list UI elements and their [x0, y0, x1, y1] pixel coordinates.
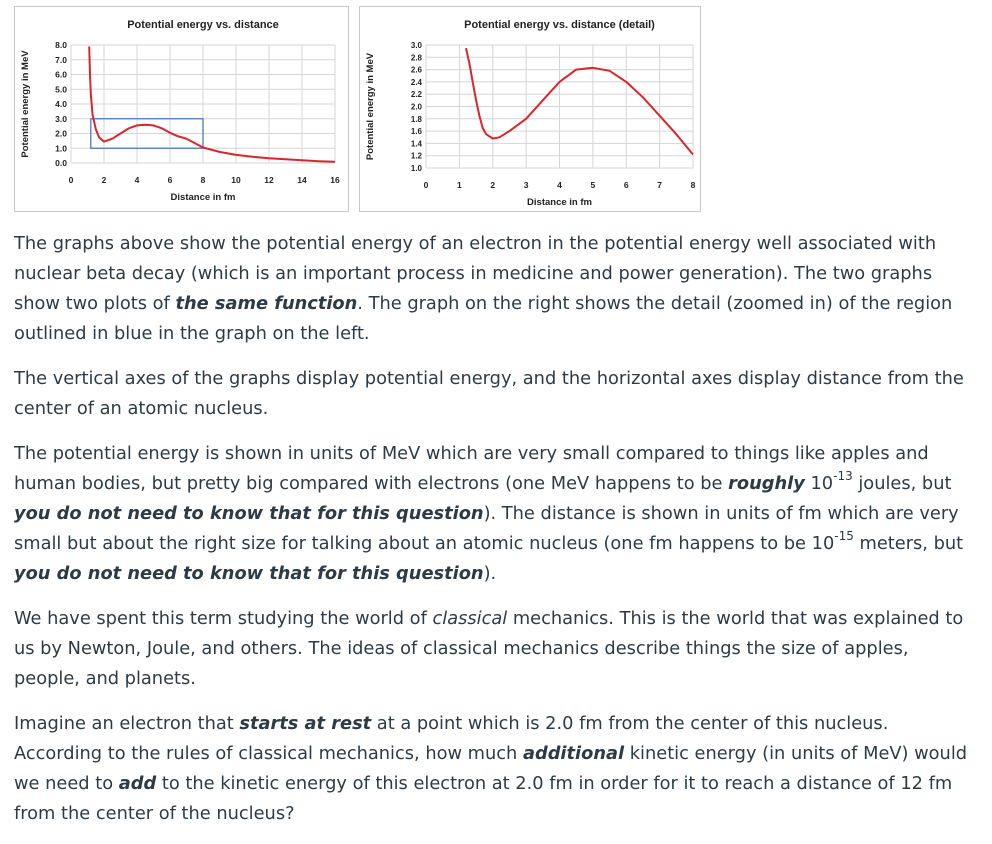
x-tick-label: 6: [167, 175, 173, 185]
y-tick-label: 1.2: [410, 151, 422, 161]
x-tick-label: 8: [690, 180, 696, 190]
y-tick-label: 1.8: [410, 114, 422, 124]
text-span: kinetic energy (in units of MeV) would we need to: [14, 743, 968, 794]
y-axis-label: Potential energy in MeV: [20, 50, 31, 158]
emphasis: roughly: [728, 473, 805, 494]
text-span: ).: [483, 563, 497, 584]
x-axis-label: Distance in fm: [527, 197, 592, 208]
emphasis: the same function: [175, 293, 358, 314]
chart-left-svg: [15, 7, 348, 211]
y-axis-label: Potential energy in MeV: [365, 52, 376, 161]
x-tick-label: 14: [297, 175, 307, 185]
paragraph-classical: [14, 604, 980, 694]
y-tick-label: 3.0: [410, 41, 422, 50]
x-tick-label: 2: [490, 180, 496, 190]
x-tick-label: 5: [590, 180, 596, 190]
text-span: Imagine an electron that: [14, 713, 240, 734]
y-tick-label: 8.0: [55, 40, 67, 50]
y-tick-label: 1.4: [410, 139, 422, 149]
chart-right: [359, 6, 701, 212]
x-tick-label: 0: [68, 175, 74, 185]
emphasis: you do not need to know that for this question: [14, 563, 484, 584]
x-tick-label: 12: [264, 175, 274, 185]
text-span: The vertical axes of the graphs display potential energy, and the horizontal axes display distance from the center of an atomic nucleus.: [14, 368, 964, 419]
x-tick-label: 4: [134, 175, 140, 185]
emphasis: additional: [522, 743, 625, 764]
paragraph-units: [14, 439, 980, 589]
y-tick-label: 0.0: [55, 158, 67, 168]
y-tick-label: 4.0: [55, 99, 67, 109]
emphasis: add: [118, 773, 157, 794]
potential-energy-line: [466, 48, 693, 154]
x-tick-label: 4: [557, 180, 562, 190]
x-tick-label: 16: [330, 175, 340, 185]
paragraph-question: [14, 709, 980, 829]
text-span: to the kinetic energy of this electron at 2.0 fm in order for it to reach a distance of 12 fm from the center of the nucleus?: [14, 773, 953, 824]
y-tick-label: 3.0: [55, 113, 67, 124]
y-tick-label: 1.0: [410, 164, 422, 173]
exponent: -15: [834, 529, 854, 544]
chart-right-svg: [360, 7, 700, 211]
text-span: meters, but: [853, 533, 964, 554]
y-tick-label: 2.6: [410, 65, 422, 75]
y-tick-label: 2.2: [410, 90, 422, 100]
text-span: The potential energy is shown in units of MeV which are very small compared to things like apples and human bodies, but pretty big compared with electrons (one MeV happens to be: [14, 443, 929, 494]
y-tick-label: 1.0: [55, 143, 67, 154]
text-span: joules, but: [852, 473, 952, 494]
paragraph-intro: [14, 229, 980, 349]
chart-title: Potential energy vs. distance: [127, 19, 279, 31]
x-tick-label: 8: [200, 175, 206, 185]
emphasis: starts at rest: [239, 713, 372, 734]
chart-left: [14, 6, 349, 212]
text-span: 10: [804, 473, 834, 494]
emphasis: classical: [432, 608, 508, 629]
chart-title: Potential energy vs. distance (detail): [464, 19, 655, 31]
y-tick-label: 1.6: [410, 127, 422, 137]
text-span: mechanics. This is the world that was explained to us by Newton, Joule, and others. The ideas of classical mechanics describe things the size of apples, people, and planets.: [14, 608, 964, 689]
text-span: We have spent this term studying the world of: [14, 608, 433, 629]
charts-area: [14, 6, 700, 210]
text-span: The graphs above show the potential energy of an electron in the potential energy well associated with nuclear beta decay (which is an important process in medicine and power generation). The two graphs show two plots of: [14, 233, 937, 314]
x-tick-label: 1: [457, 180, 462, 190]
x-tick-label: 2: [101, 175, 107, 185]
emphasis: you do not need to know that for this question: [14, 503, 484, 524]
x-tick-label: 7: [657, 180, 662, 190]
y-tick-label: 6.0: [55, 69, 67, 80]
x-tick-label: 6: [623, 180, 629, 190]
y-tick-label: 2.0: [55, 128, 67, 139]
paragraph-axes: [14, 364, 980, 424]
x-tick-label: 3: [523, 180, 529, 190]
exponent: -13: [833, 469, 853, 484]
y-tick-label: 2.8: [410, 53, 422, 63]
x-axis-label: Distance in fm: [170, 192, 236, 203]
x-tick-label: 0: [423, 180, 429, 190]
text-span: at a point which is 2.0 fm from the center of this nucleus. According to the rules of classical mechanics, how much: [14, 713, 889, 764]
y-tick-label: 7.0: [55, 54, 67, 65]
y-tick-label: 2.0: [410, 102, 422, 112]
x-tick-label: 10: [231, 175, 241, 185]
question-text: [14, 229, 980, 844]
text-span: ). The distance is shown in units of fm which are very small but about the right size for talking about an atomic nucleus (one fm happens to be 10: [14, 503, 959, 554]
y-tick-label: 5.0: [55, 84, 67, 95]
text-span: . The graph on the right shows the detail (zoomed in) of the region outlined in blue in the graph on the left.: [14, 293, 953, 344]
y-tick-label: 2.4: [410, 77, 422, 87]
